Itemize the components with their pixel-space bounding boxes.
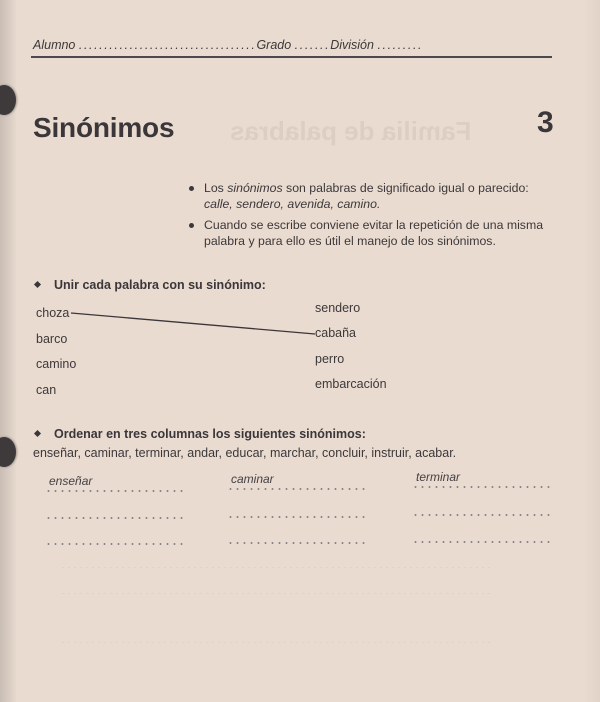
right-word[interactable]: cabaña (315, 326, 357, 340)
exercise1-heading: Unir cada palabra con su sinónimo: (33, 278, 266, 292)
left-word[interactable]: can (36, 383, 57, 397)
word-list: enseñar, caminar, terminar, andar, educar, marchar, concluir, instruir, acabar. (33, 446, 457, 460)
dotted-line (412, 514, 550, 516)
dotted-line (412, 541, 550, 543)
left-word[interactable]: choza (36, 306, 70, 320)
answer-field[interactable]: caminar (215, 476, 365, 490)
exercise2-heading: Ordenar en tres columnas los siguientes sinónimos: (33, 427, 366, 441)
answer-field[interactable]: terminar (400, 474, 550, 488)
division-field[interactable]: ......... (377, 38, 424, 52)
dotted-line (45, 543, 183, 545)
answer-field[interactable] (215, 530, 365, 544)
grade-field[interactable]: ....... (294, 38, 331, 52)
bleed-through-text: Familia de palabras (230, 116, 472, 146)
dotted-line (412, 486, 550, 488)
answer-field[interactable] (33, 505, 183, 519)
dotted-line (45, 517, 183, 519)
diamond-bullet-icon (34, 430, 41, 437)
right-word[interactable]: sendero (315, 301, 361, 315)
right-word[interactable]: perro (315, 352, 345, 366)
info-item-definition: Los sinónimos son palabras de significado igual o parecido: calle, sendero, avenida, camino. (189, 180, 569, 212)
grade-label: Grado (256, 38, 292, 52)
answer-field[interactable] (215, 504, 365, 518)
left-word[interactable]: camino (36, 357, 77, 371)
right-word[interactable]: embarcación (315, 377, 387, 391)
dotted-line (227, 488, 365, 490)
page-number: 3 (537, 106, 554, 139)
answer-field[interactable] (400, 529, 550, 543)
answer-field[interactable] (400, 502, 550, 516)
examples: calle, sendero, avenida, camino. (204, 197, 381, 211)
student-name-field[interactable]: ................................... (78, 38, 257, 52)
dotted-line (227, 542, 365, 544)
answer-field[interactable]: enseñar (33, 478, 183, 492)
division-label: División (330, 38, 374, 52)
answer-field[interactable] (33, 531, 183, 545)
page-title: Sinónimos (33, 112, 175, 143)
student-label: Alumno (33, 38, 76, 52)
dotted-line (45, 490, 183, 492)
left-word[interactable]: barco (36, 332, 68, 346)
info-item-usage: Cuando se escribe conviene evitar la repetición de una misma palabra y para ello es útil el manejo de los sinónimos. (189, 217, 569, 249)
dotted-line (227, 516, 365, 518)
